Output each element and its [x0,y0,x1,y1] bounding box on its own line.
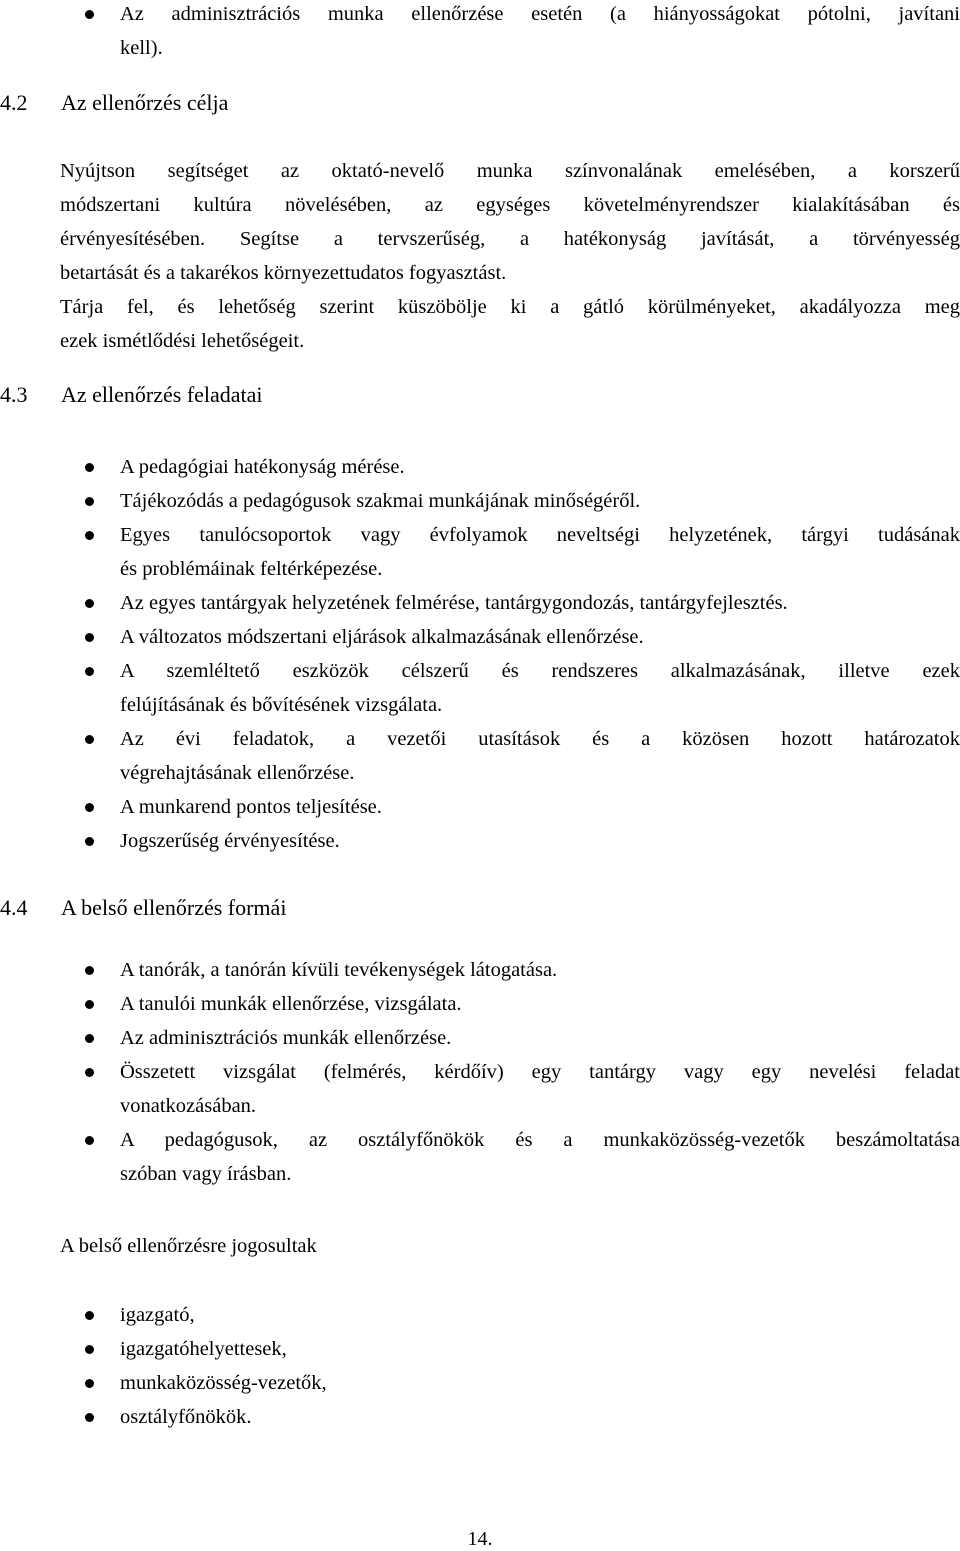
bullet-list [0,450,960,858]
tasks-list-block [0,450,960,858]
authorized-intro-text: A belső ellenőrzésre jogosultak [60,1235,317,1257]
list-item [0,1400,960,1434]
list-item-line: és problémáinak feltérképezése. [120,558,383,580]
list-item [0,484,960,518]
bullet-icon [85,1068,94,1077]
list-item [0,1298,960,1332]
list-item-line: végrehajtásának ellenőrzése. [120,762,355,784]
paragraph-line: ezek ismétlődési lehetőségeit. [60,330,305,352]
bullet-icon [85,803,94,812]
bullet-icon [85,633,94,642]
paragraph-line: Nyújtson segítséget az oktató-nevelő munka színvonalának emelésében, a korszerű [60,160,960,182]
list-item-line: A szemléltető eszközök célszerű és rendszeres alkalmazásának, illetve ezek [120,660,960,682]
paragraph-purpose [60,154,960,290]
forms-list-block [0,953,960,1191]
paragraph-line: Tárja fel, és lehetőség szerint küszöbölje ki a gátló körülményeket, akadályozza meg [60,296,960,318]
list-item-line: A munkarend pontos teljesítése. [120,796,382,818]
list-item-line: munkaközösség-vezetők, [120,1372,327,1394]
list-item-line: Az adminisztrációs munkák ellenőrzése. [120,1027,452,1049]
list-item [0,0,960,65]
paragraph-line: módszertani kultúra növelésében, az egységes követelményrendszer kialakításában és [60,194,960,216]
list-item-line: A tanórák, a tanórán kívüli tevékenységek látogatása. [120,959,558,981]
authorized-list-block [0,1298,960,1434]
list-item [0,586,960,620]
list-item-line: osztályfőnökök. [120,1406,252,1428]
list-item [0,1021,960,1055]
list-item-line: igazgatóhelyettesek, [120,1338,287,1360]
list-item [0,1366,960,1400]
section-heading-4-3 [0,380,263,410]
bullet-icon [85,599,94,608]
list-item [0,518,960,586]
list-item-line: felújításának és bővítésének vizsgálata. [120,694,443,716]
bullet-icon [85,837,94,846]
section-number: 4.3 [0,382,28,407]
section-heading-4-2 [0,88,228,118]
list-item-line: szóban vagy írásban. [120,1163,292,1185]
bullet-icon [85,463,94,472]
bullet-list [0,1298,960,1434]
section-number: 4.2 [0,90,28,115]
list-item-line: A pedagógiai hatékonyság mérése. [120,456,405,478]
list-item [0,722,960,790]
section-title: Az ellenőrzés feladatai [61,382,263,407]
bullet-icon [85,1379,94,1388]
list-item-line: Egyes tanulócsoportok vagy évfolyamok neveltségi helyzetének, tárgyi tudásának [120,524,960,546]
list-item-line: Összetett vizsgálat (felmérés, kérdőív) egy tantárgy vagy egy nevelési feladat [120,1061,960,1083]
bullet-list [0,0,960,65]
list-item-line: Az évi feladatok, a vezetői utasítások és a közösen hozott határozatok [120,728,960,750]
bullet-icon [85,1413,94,1422]
bullet-icon [85,735,94,744]
bullet-icon [85,10,94,19]
list-item-line: Az egyes tantárgyak helyzetének felmérése, tantárgygondozás, tantárgyfejlesztés. [120,592,788,614]
list-item-line: kell). [120,37,163,59]
list-item [0,620,960,654]
list-item [0,987,960,1021]
bullet-icon [85,1136,94,1145]
list-item [0,450,960,484]
list-item-line: vonatkozásában. [120,1095,257,1117]
section-title: Az ellenőrzés célja [61,90,229,115]
bullet-icon [85,966,94,975]
bullet-icon [85,1034,94,1043]
list-item-line: Jogszerűség érvényesítése. [120,830,340,852]
list-item [0,654,960,722]
list-item-line: igazgató, [120,1304,195,1326]
list-item [0,1332,960,1366]
bullet-list [0,953,960,1191]
list-item-line: A változatos módszertani eljárások alkalmazásának ellenőrzése. [120,626,644,648]
top-bullet-list [0,0,960,65]
bullet-icon [85,1345,94,1354]
list-item [0,790,960,824]
list-item-line: A tanulói munkák ellenőrzése, vizsgálata. [120,993,462,1015]
authorized-intro [60,1229,960,1263]
list-item [0,1123,960,1191]
paragraph-purpose-2 [60,290,960,358]
paragraph-line: érvényesítésében. Segítse a tervszerűség, a hatékonyság javítását, a törvényesség [60,228,960,250]
bullet-icon [85,497,94,506]
list-item [0,953,960,987]
bullet-icon [85,1000,94,1009]
section-number: 4.4 [0,895,28,920]
bullet-icon [85,667,94,676]
list-item [0,1055,960,1123]
section-title: A belső ellenőrzés formái [61,895,287,920]
section-heading-4-4 [0,893,286,923]
list-item [0,824,960,858]
bullet-icon [85,531,94,540]
paragraph-line: betartását és a takarékos környezettudatos fogyasztást. [60,262,507,284]
list-item-line: Tájékozódás a pedagógusok szakmai munkájának minőségéről. [120,490,641,512]
page-number: 14. [467,1528,493,1550]
list-item-line: Az adminisztrációs munka ellenőrzése esetén (a hiányosságokat pótolni, javítani [120,3,960,25]
list-item-line: A pedagógusok, az osztályfőnökök és a munkaközösség-vezetők beszámoltatása [120,1129,960,1151]
bullet-icon [85,1311,94,1320]
